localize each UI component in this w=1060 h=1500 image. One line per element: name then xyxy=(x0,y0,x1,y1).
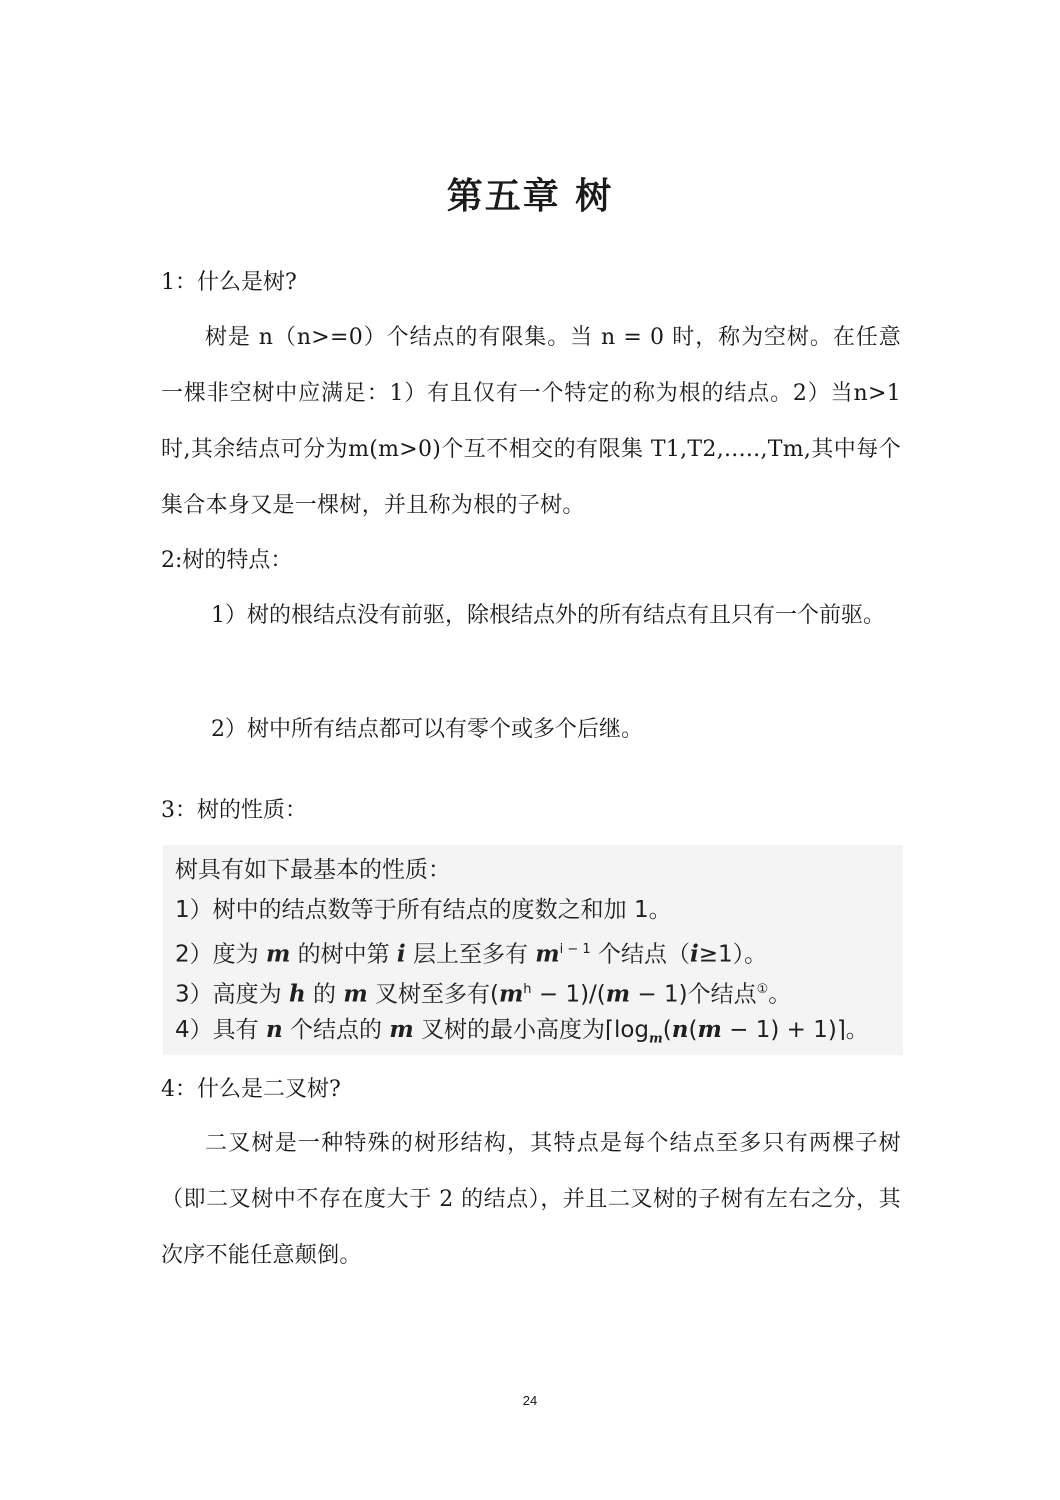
section-4-heading: 4：什么是二叉树? xyxy=(161,1077,341,1102)
list-number: 2） xyxy=(211,717,247,742)
section-2-item-1 xyxy=(161,588,901,644)
chapter-title: 第五章 树 xyxy=(446,176,614,217)
excerpt-property-1: 1）树中的结点数等于所有结点的度数之和加 1。 xyxy=(175,897,672,923)
section-1-heading: 1：什么是树? xyxy=(161,270,297,295)
section-2-heading: 2:树的特点： xyxy=(161,548,293,573)
list-text: 树中所有结点都可以有零个或多个后继。 xyxy=(247,717,644,742)
textbook-excerpt-image xyxy=(163,845,903,1055)
excerpt-property-3: 3）高度为 h 的 m 叉树至多有$(m^h - 1)/(m - 1)$个结点①。 xyxy=(175,980,792,1008)
excerpt-property-4: 4）具有 n 个结点的 m 叉树的最小高度为$⌈\log_m(n(m - 1)$ + 1)⌉。 xyxy=(175,1016,869,1047)
list-text: 树的根结点没有前驱，除根结点外的所有结点有且只有一个前驱。 xyxy=(247,603,886,628)
section-2-item-2 xyxy=(161,702,901,758)
excerpt-intro: 树具有如下最基本的性质： xyxy=(175,857,451,883)
footnote-marker: ① xyxy=(756,982,769,997)
list-number: 1） xyxy=(211,603,247,628)
excerpt-property-2: 2）度为 m 的树中第 i 层上至多有 $m^{i - 1}$ 个结点（i≥1）。 xyxy=(175,940,768,968)
section-4-body: 二叉树是一种特殊的树形结构，其特点是每个结点至多只有两棵子树（即二叉树中不存在度大于 2 的结点），并且二叉树的子树有左右之分，其次序不能任意颠倒。 xyxy=(161,1131,901,1268)
page-number: 24 xyxy=(522,1393,538,1408)
section-1-body: 树是 n（n>=0）个结点的有限集。当 n = 0 时，称为空树。在任意一棵非空树中应满足：1）有且仅有一个特定的称为根的结点。2）当n>1 时,其余结点可分为m(m>0)个互不相交的有限集 T1,T2,.....,Tm,其中每个集合本身又是一棵树，并且称为根的子树。 xyxy=(161,325,901,518)
section-3-heading: 3：树的性质： xyxy=(161,798,307,823)
